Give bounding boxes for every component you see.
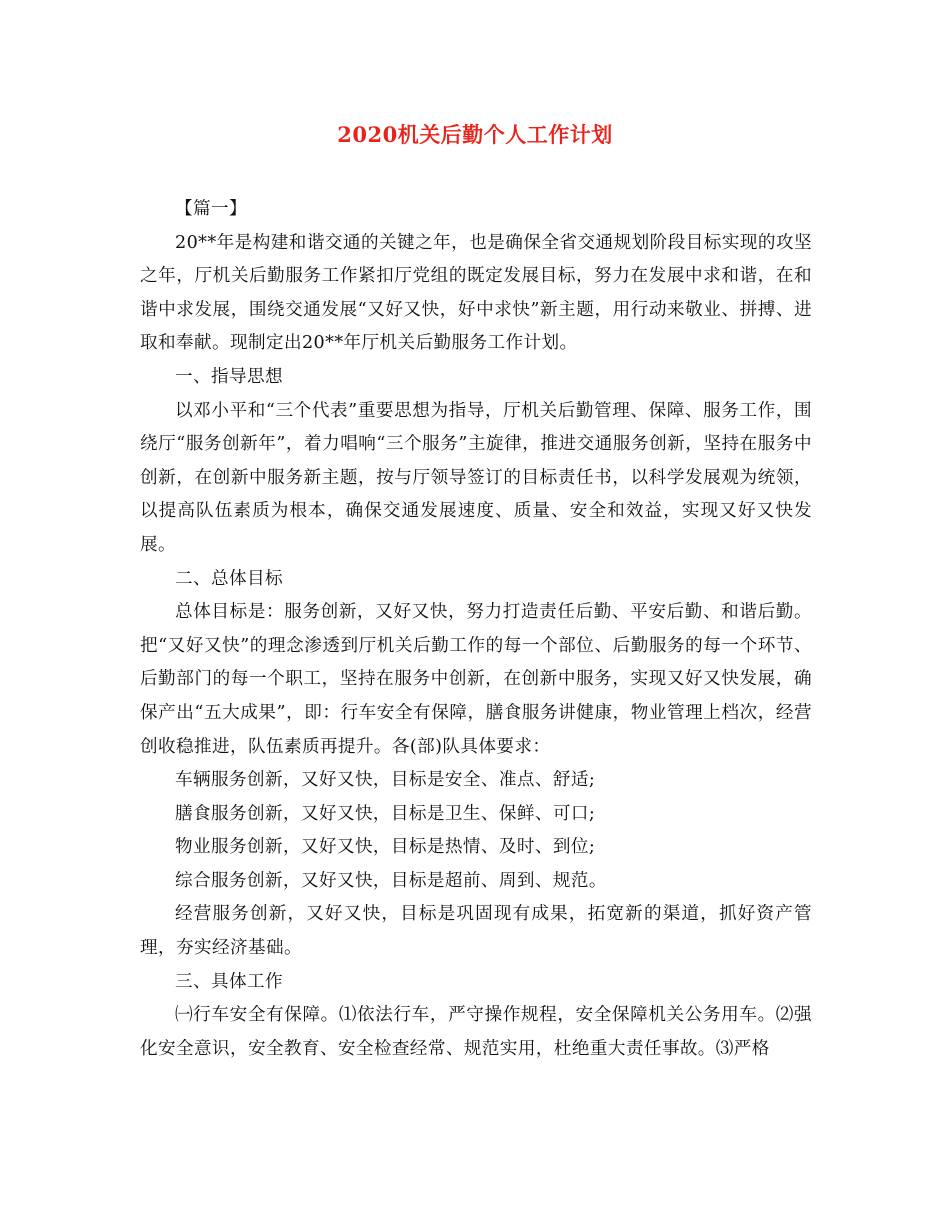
document-title: 2020机关后勤个人工作计划 bbox=[337, 122, 613, 147]
paragraph-overall-goal: 总体目标是：服务创新，又好又快，努力打造责任后勤、平安后勤、和谐后勤。把“又好又快”的理念渗透到厅机关后勤工作的每一个部位、后勤服务的每一个环节、后勤部门的每一个职工，坚持在服务中创新，在创新中服务，实现又好又快发展，确保产出“五大成果”，即：行车安全有保障，膳食服务讲健康，物业管理上档次，经营创收稳推进，队伍素质再提升。各(部)队具体要求： bbox=[140, 602, 812, 757]
heading-overall-goal: 二、总体目标 bbox=[175, 568, 283, 589]
list-item-property-service: 物业服务创新，又好又快，目标是热情、及时、到位; bbox=[175, 837, 596, 858]
section-label-part-one: 【篇一】 bbox=[175, 199, 247, 219]
list-item-business-service: 经营服务创新，又好又快，目标是巩固现有成果，拓宽新的渠道，抓好资产管理，夯实经济基础。 bbox=[140, 904, 812, 959]
paragraph-driving-safety: ㈠行车安全有保障。⑴依法行车，严守操作规程，安全保障机关公务用车。⑵强化安全意识，安全教育、安全检查经常、规范实用，杜绝重大责任事故。⑶严格 bbox=[140, 1005, 812, 1059]
heading-guiding-ideology: 一、指导思想 bbox=[175, 366, 283, 387]
paragraph-intro: 20**年是构建和谐交通的关键之年，也是确保全省交通规划阶段目标实现的攻坚之年，厅机关后勤服务工作紧扣厅党组的既定发展目标，努力在发展中求和谐，在和谐中求发展，围绕交通发展“又好又快，好中求快”新主题，用行动来敬业、拼搏、进取和奉献。现制定出20**年厅机关后勤服务工作计划。 bbox=[140, 232, 812, 354]
list-item-catering-service: 膳食服务创新，又好又快，目标是卫生、保鲜、可口; bbox=[175, 803, 596, 824]
list-item-general-service: 综合服务创新，又好又快，目标是超前、周到、规范。 bbox=[175, 870, 607, 891]
list-item-vehicle-service: 车辆服务创新，又好又快，目标是安全、准点、舒适; bbox=[175, 770, 596, 791]
paragraph-guiding-ideology: 以邓小平和“三个代表”重要思想为指导，厅机关后勤管理、保障、服务工作，围绕厅“服务创新年”，着力唱响“三个服务”主旋律，推进交通服务创新，坚持在服务中创新，在创新中服务新主题，按与厅领导签订的目标责任书，以科学发展观为统领，以提高队伍素质为根本，确保交通发展速度、质量、安全和效益，实现又好又快发展。 bbox=[140, 400, 812, 555]
document-body bbox=[140, 193, 812, 1066]
heading-specific-work: 三、具体工作 bbox=[175, 971, 283, 992]
